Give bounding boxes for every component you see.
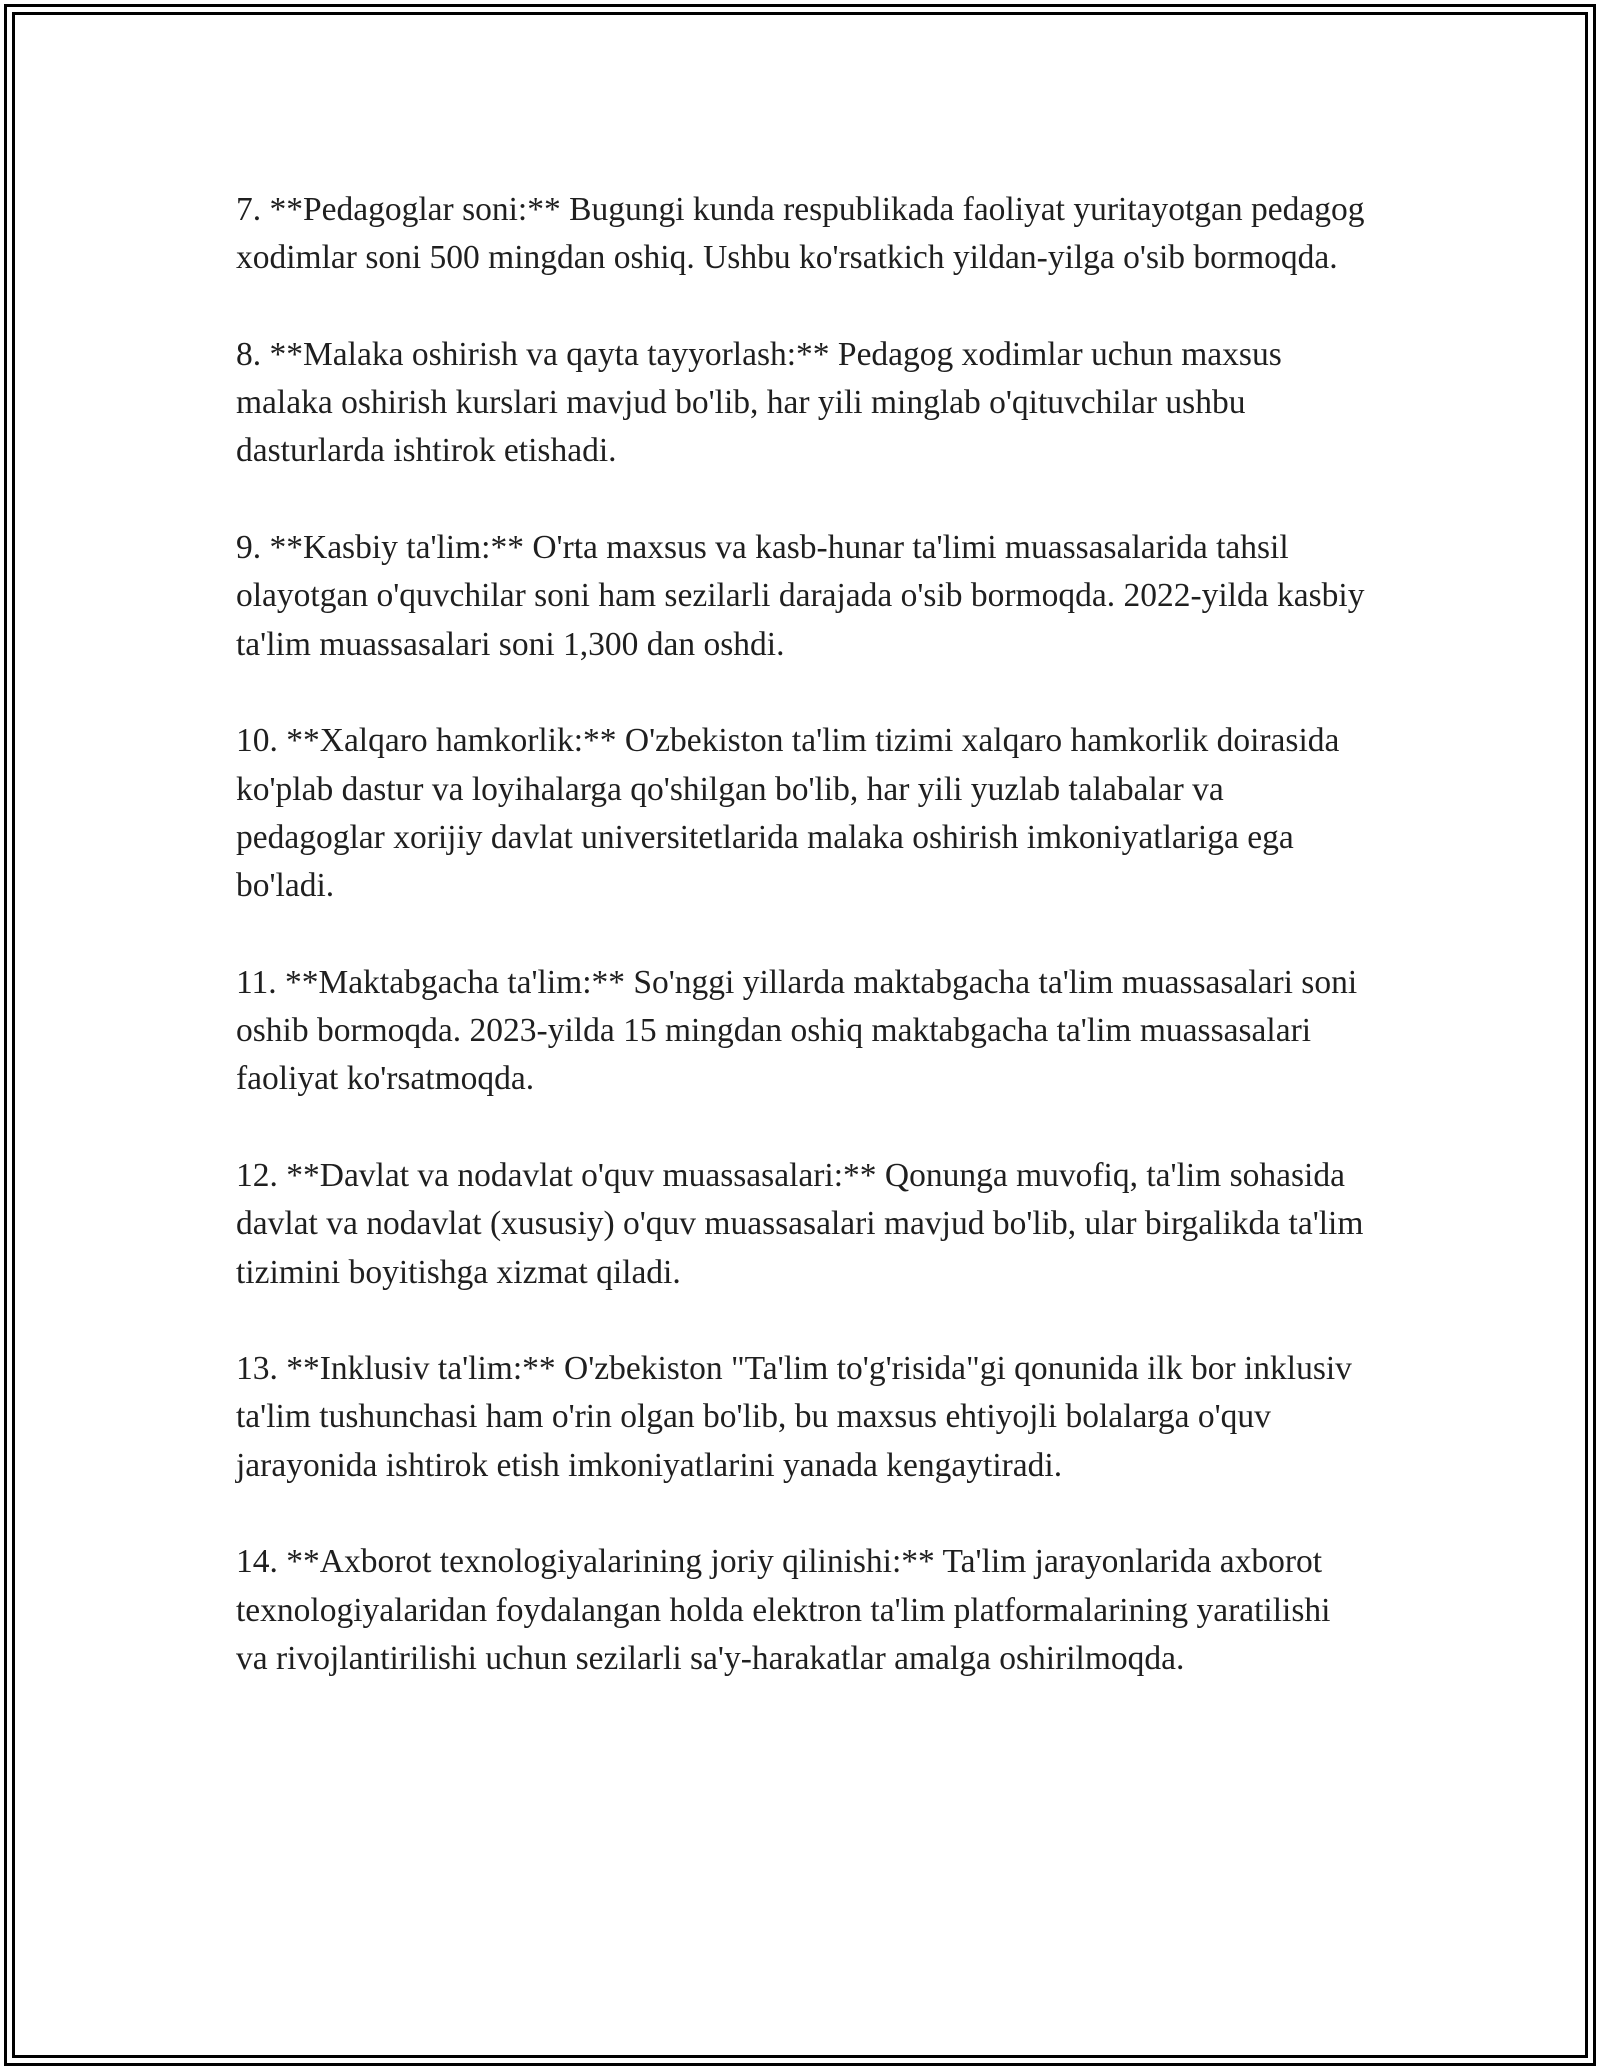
- paragraph-axborot-texnologiyalari: 14. **Axborot texnologiyalarining joriy qilinishi:** Ta'lim jarayonlarida axborot texnologiyalaridan foydalangan holda elektron ta'lim platformalarining yaratilishi va rivojlantirilishi uchun sezilarli sa'y-harakatlar amalga oshirilmoqda.: [236, 1543, 1331, 1677]
- paragraph-davlat-nodavlat: 12. **Davlat va nodavlat o'quv muassasalari:** Qonunga muvofiq, ta'lim sohasida davlat va nodavlat (xususiy) o'quv muassasalari mavjud bo'lib, ular birgalikda ta'lim tizimini boyitishga xizmat qiladi.: [236, 1156, 1364, 1291]
- paragraph-inklusiv-talim: 13. **Inklusiv ta'lim:** O'zbekiston "Ta'lim to'g'risida"gi qonunida ilk bor inklusiv ta'lim tushunchasi ham o'rin olgan bo'lib, bu maxsus ehtiyojli bolalarga o'quv jarayonida ishtirok etish imkoniyatlarini yanada kengaytiradi.: [236, 1350, 1352, 1484]
- paragraph-pedagoglar-soni: 7. **Pedagoglar soni:** Bugungi kunda respublikada faoliyat yuritayotgan pedagog xodimlar soni 500 mingdan oshiq. Ushbu ko'rsatkich yildan-yilga o'sib bormoqda.: [236, 191, 1365, 277]
- paragraph-kasbiy-talim: 9. **Kasbiy ta'lim:** O'rta maxsus va kasb-hunar ta'limi muassasalarida tahsil olayotgan o'quvchilar soni ham sezilarli darajada o'sib bormoqda. 2022-yilda kasbiy ta'lim muassasalari soni 1,300 dan oshdi.: [236, 529, 1365, 663]
- document-body: [236, 186, 1366, 1732]
- paragraph-maktabgacha-talim: 11. **Maktabgacha ta'lim:** So'nggi yillarda maktabgacha ta'lim muassasalari soni oshib bormoqda. 2023-yilda 15 mingdan oshiq maktabgacha ta'lim muassasalari faoliyat ko'rsatmoqda.: [236, 963, 1358, 1098]
- paragraph-malaka-oshirish: 8. **Malaka oshirish va qayta tayyorlash:** Pedagog xodimlar uchun maxsus malaka oshirish kurslari mavjud bo'lib, har yili minglab o'qituvchilar ushbu dasturlarda ishtirok etishadi.: [236, 335, 1282, 470]
- paragraph-xalqaro-hamkorlik: 10. **Xalqaro hamkorlik:** O'zbekiston ta'lim tizimi xalqaro hamkorlik doirasida ko'plab dastur va loyihalarga qo'shilgan bo'lib, har yili yuzlab talabalar va pedagoglar xorijiy davlat universitetlarida malaka oshirish imkoniyatlariga ega bo'ladi.: [236, 722, 1340, 905]
